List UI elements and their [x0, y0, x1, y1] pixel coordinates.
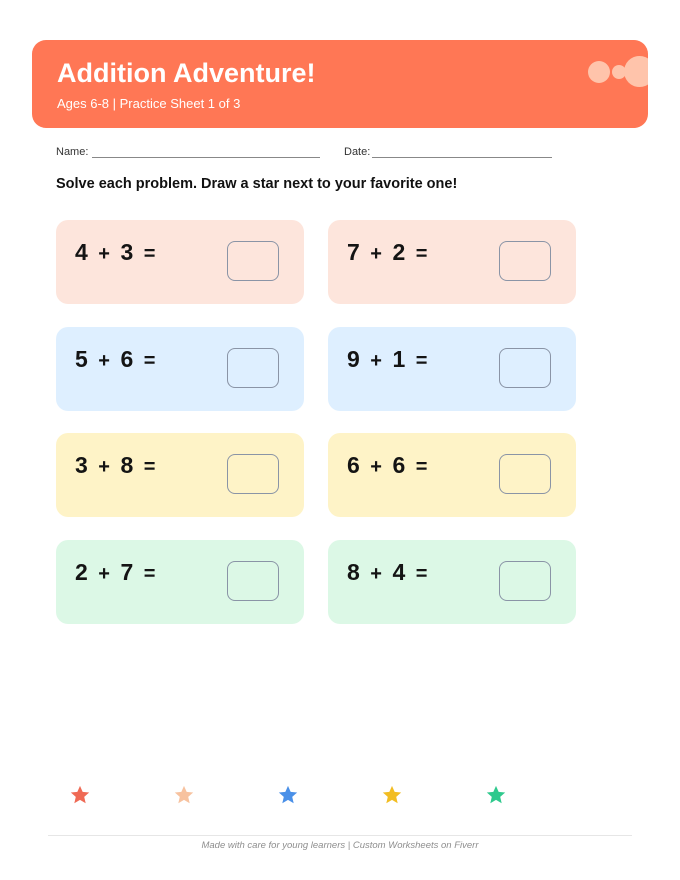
problem-card: [328, 327, 576, 411]
addend-1: 3: [75, 452, 89, 478]
plus-sign: +: [370, 243, 383, 265]
plus-sign: +: [98, 243, 111, 265]
equals-sign: =: [415, 243, 428, 265]
problem-equation: [75, 452, 156, 479]
answer-box[interactable]: [499, 561, 551, 601]
problem-equation: [75, 346, 156, 373]
problem-card: [328, 220, 576, 304]
star-icon: [69, 784, 91, 806]
problem-card: [328, 433, 576, 517]
plus-sign: +: [370, 350, 383, 372]
addend-2: 4: [392, 559, 406, 585]
plus-sign: +: [370, 456, 383, 478]
star-icon: [277, 784, 299, 806]
plus-sign: +: [98, 563, 111, 585]
addend-1: 7: [347, 239, 361, 265]
addend-2: 2: [392, 239, 406, 265]
answer-box[interactable]: [499, 241, 551, 281]
addend-2: 6: [392, 452, 406, 478]
equals-sign: =: [415, 350, 428, 372]
answer-box[interactable]: [227, 348, 279, 388]
equals-sign: =: [415, 563, 428, 585]
decorative-bubble-icon: [624, 56, 648, 87]
equals-sign: =: [143, 456, 156, 478]
instructions: Solve each problem. Draw a star next to your favorite one!: [56, 176, 458, 192]
problem-equation: [347, 452, 428, 479]
header-banner: [32, 40, 648, 128]
star-icon: [381, 784, 403, 806]
problem-equation: [347, 239, 428, 266]
problem-equation: [75, 559, 156, 586]
plus-sign: +: [98, 350, 111, 372]
name-field[interactable]: [92, 157, 320, 158]
answer-box[interactable]: [499, 348, 551, 388]
addend-2: 7: [120, 559, 134, 585]
equals-sign: =: [143, 243, 156, 265]
addend-1: 4: [75, 239, 89, 265]
addend-1: 8: [347, 559, 361, 585]
equals-sign: =: [143, 350, 156, 372]
addend-2: 6: [120, 346, 134, 372]
addend-2: 3: [120, 239, 134, 265]
addend-1: 9: [347, 346, 361, 372]
page-subtitle: Ages 6-8 | Practice Sheet 1 of 3: [57, 96, 241, 111]
footer-text: Made with care for young learners | Custom Worksheets on Fiverr: [201, 840, 479, 851]
problem-equation: [347, 559, 428, 586]
answer-box[interactable]: [227, 454, 279, 494]
name-label: Name:: [56, 146, 89, 158]
problem-equation: [347, 346, 428, 373]
problem-card: [56, 220, 304, 304]
footer-divider: [48, 835, 632, 836]
answer-box[interactable]: [499, 454, 551, 494]
problem-card: [56, 540, 304, 624]
problem-equation: [75, 239, 156, 266]
answer-box[interactable]: [227, 241, 279, 281]
star-icon: [485, 784, 507, 806]
date-label: Date:: [344, 146, 371, 158]
equals-sign: =: [143, 563, 156, 585]
problem-card: [56, 433, 304, 517]
addend-2: 1: [392, 346, 406, 372]
plus-sign: +: [370, 563, 383, 585]
page-title: Addition Adventure!: [57, 58, 316, 88]
decorative-bubble-icon: [588, 61, 610, 83]
star-icon: [173, 784, 195, 806]
plus-sign: +: [98, 456, 111, 478]
answer-box[interactable]: [227, 561, 279, 601]
equals-sign: =: [415, 456, 428, 478]
date-field[interactable]: [372, 157, 552, 158]
addend-1: 6: [347, 452, 361, 478]
problem-card: [56, 327, 304, 411]
addend-1: 2: [75, 559, 89, 585]
addend-2: 8: [120, 452, 134, 478]
problem-card: [328, 540, 576, 624]
addend-1: 5: [75, 346, 89, 372]
